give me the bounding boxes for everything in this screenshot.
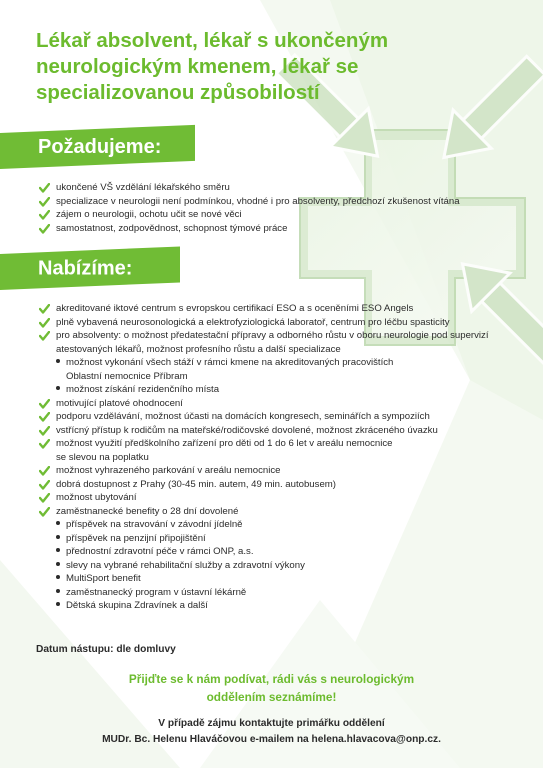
page-title: Lékař absolvent, lékař s ukončeným neurologickým kmenem, lékař se specializovanou způsobilostí <box>36 29 389 104</box>
bullet-icon <box>56 386 60 390</box>
list-item-text: podporu vzdělávání, možnost účasti na domácích kongresech, seminářích a sympoziích <box>56 411 430 422</box>
bullet-icon <box>56 535 60 539</box>
invitation-line-2: oddělením seznámíme! <box>206 690 337 704</box>
sub-list-item <box>36 572 536 586</box>
list-item-text: možnost získání rezidenčního místa <box>66 384 220 395</box>
list-item-text: ukončené VŠ vzdělání lékařského směru <box>56 182 230 193</box>
checkmark-icon <box>39 426 50 436</box>
sub-list-item <box>36 586 536 600</box>
checkmark-icon <box>39 507 50 517</box>
list-item-text: motivující platové ohodnocení <box>56 397 183 409</box>
requirements-heading: Požadujeme: <box>38 135 162 158</box>
invitation <box>0 670 543 706</box>
checkmark-icon <box>39 493 50 503</box>
sub-list-item <box>36 599 536 613</box>
list-item <box>36 437 536 464</box>
list-item <box>36 316 536 330</box>
bullet-icon <box>56 548 60 552</box>
list-item-text: příspěvek na stravování v závodní jídelně <box>66 519 243 530</box>
list-item <box>36 505 536 519</box>
checkmark-icon <box>39 183 50 193</box>
bullet-icon <box>56 589 60 593</box>
sub-list-item <box>36 532 536 546</box>
list-item-text: Dětská skupina Zdravínek a další <box>66 600 208 611</box>
checkmark-icon <box>39 304 50 314</box>
list-item-text: možnost využití předškolního zařízení pro děti od 1 do 6 let v areálu nemocnice <box>56 438 393 449</box>
list-item <box>36 424 536 438</box>
list-item-text: specializace v neurologii není podmínkou, vhodné i pro absolventy, předchozí zkušenost vítána <box>56 195 460 207</box>
bullet-icon <box>56 359 60 363</box>
list-item-text: vstřícný přístup k rodičům na mateřské/rodičovské dovolené, možnost zkráceného úvazku <box>56 424 438 436</box>
list-item <box>36 181 536 195</box>
contact-line-2: MUDr. Bc. Helenu Hlaváčovou e-mailem na helena.hlavacova@onp.cz. <box>102 734 441 745</box>
list-item-text: zaměstnanecké benefity o 28 dní dovolené <box>56 505 239 517</box>
list-item <box>36 464 536 478</box>
invitation-line-1: Přijďte se k nám podívat, rádi vás s neurologickým <box>128 672 415 686</box>
offer-banner <box>0 246 180 290</box>
checkmark-icon <box>39 480 50 490</box>
start-date: Datum nástupu: dle domluvy <box>36 644 176 655</box>
list-item <box>36 397 536 411</box>
offer-list <box>36 302 536 613</box>
bullet-icon <box>56 602 60 606</box>
list-item-text: možnost vyhrazeného parkování v areálu nemocnice <box>56 465 281 476</box>
list-item <box>36 208 536 222</box>
list-item-text: zájem o neurologii, ochotu učit se nové věci <box>56 209 242 220</box>
list-item-text: samostatnost, zodpovědnost, schopnost týmové práce <box>56 222 288 234</box>
checkmark-icon <box>39 197 50 207</box>
list-item-text: pro absolventy: o možnost předatestační přípravy a odborného růstu v oboru neurologie pod supervizí atestovaných lékařů, možnost profesního růstu a další specializace <box>56 330 489 355</box>
bullet-icon <box>56 562 60 566</box>
list-item-text: zaměstnanecký program v ústavní lékárně <box>66 586 247 598</box>
checkmark-icon <box>39 318 50 328</box>
sub-list-item <box>36 545 536 559</box>
bullet-icon <box>56 575 60 579</box>
list-item-text: slevy na vybrané rehabilitační služby a zdravotní výkony <box>66 559 305 571</box>
list-item <box>36 491 536 505</box>
list-item-text: možnost vykonání všech stáží v rámci kmene na akreditovaných pracovištích <box>66 357 394 368</box>
list-item-text: příspěvek na penzijní připojištění <box>66 532 206 544</box>
list-item-continuation: Oblastní nemocnice Příbram <box>66 370 188 382</box>
sub-list-item <box>36 356 536 383</box>
list-item <box>36 329 536 356</box>
list-item-text: přednostní zdravotní péče v rámci ONP, a.s. <box>66 546 254 557</box>
checkmark-icon <box>39 466 50 476</box>
checkmark-icon <box>39 439 50 449</box>
contact-line-1: V případě zájmu kontaktujte primářku oddělení <box>158 718 385 729</box>
list-item <box>36 302 536 316</box>
contact-info <box>0 716 543 748</box>
list-item <box>36 478 536 492</box>
list-item-continuation: se slevou na poplatku <box>56 451 149 463</box>
sub-list-item <box>36 383 536 397</box>
sub-list-item <box>36 518 536 532</box>
checkmark-icon <box>39 399 50 409</box>
list-item-text: dobrá dostupnost z Prahy (30-45 min. autem, 49 min. autobusem) <box>56 478 336 490</box>
offer-heading: Nabízíme: <box>38 257 133 280</box>
list-item <box>36 195 536 209</box>
checkmark-icon <box>39 412 50 422</box>
list-item <box>36 222 536 236</box>
requirements-list <box>36 181 536 235</box>
list-item-text: MultiSport benefit <box>66 573 141 584</box>
list-item-text: plně vybavená neurosonologická a elektrofyziologická laboratoř, centrum pro léčbu spasticity <box>56 316 450 328</box>
list-item-text: možnost ubytování <box>56 492 137 503</box>
list-item <box>36 410 536 424</box>
checkmark-icon <box>39 210 50 220</box>
checkmark-icon <box>39 331 50 341</box>
sub-list-item <box>36 559 536 573</box>
requirements-banner <box>0 125 195 169</box>
checkmark-icon <box>39 224 50 234</box>
list-item-text: akreditované iktové centrum s evropskou certifikací ESO a s oceněními ESO Angels <box>56 303 414 314</box>
bullet-icon <box>56 521 60 525</box>
